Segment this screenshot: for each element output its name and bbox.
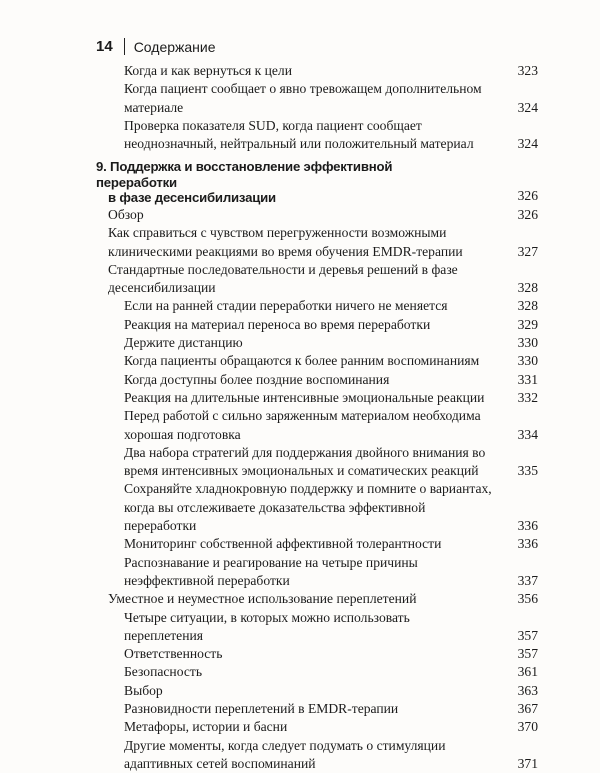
toc-entry-text: Безопасность (124, 664, 203, 680)
toc-entry-page: 367 (517, 701, 538, 716)
toc-entry-text: Проверка показателя SUD, когда пациент сообщает неоднозначный, нейтральный или положительный материал (124, 117, 474, 152)
toc-entry-text: Реакция на длительные интенсивные эмоциональные реакции (124, 389, 485, 405)
table-of-contents (96, 62, 538, 773)
toc-entry-text: Распознавание и реагирование на четыре причины неэффективной переработки (124, 554, 418, 588)
toc-entry (96, 444, 538, 481)
toc-entry-text: Держите дистанцию (124, 335, 243, 351)
chapter-title (96, 159, 502, 206)
toc-entry-text: Разновидности переплетений в EMDR-терапии (124, 701, 399, 716)
page-number: 14 (96, 38, 113, 55)
running-header (96, 38, 216, 55)
toc-entry-page: 336 (517, 518, 538, 534)
toc-entry (96, 297, 538, 315)
chapter-title-line1: 9. Поддержка и восстановление эффективной переработки (96, 159, 393, 190)
toc-entry (96, 206, 538, 224)
chapter-page: 326 (517, 187, 538, 203)
chapter-title-line2: в фазе десенсибилизации (108, 190, 276, 206)
toc-entry-text: Когда и как вернуться к цели (124, 63, 292, 78)
toc-entry-text: Когда пациенты обращаются к более ранним воспоминаниям (124, 353, 480, 369)
toc-entry-page: 357 (517, 646, 538, 662)
toc-entry-text: Когда доступны более поздние воспоминания (124, 371, 390, 387)
toc-entry (96, 117, 538, 154)
toc-entry (96, 407, 538, 444)
toc-entry-page: 371 (517, 755, 538, 771)
toc-entry (96, 645, 538, 663)
toc-entry (96, 535, 538, 553)
toc-entry-text: Два набора стратегий для поддержания двойного внимания во время интенсивных эмоциональных и соматических реакций (124, 444, 486, 479)
toc-entry (96, 371, 538, 389)
toc-entry-text: Как справиться с чувством перегруженности возможными клиническими реакциями во время обучения EMDR-терапии (108, 225, 463, 259)
toc-entry-page: 330 (517, 335, 538, 351)
toc-entry (96, 718, 538, 736)
toc-entry (96, 663, 538, 681)
toc-entry-page: 357 (517, 627, 538, 643)
toc-entry-text: Если на ранней стадии переработки ничего не меняется (124, 298, 448, 314)
chapter-heading (96, 159, 538, 206)
toc-entry-page: 323 (517, 63, 538, 78)
toc-entry (96, 609, 538, 646)
toc-entry (96, 554, 538, 591)
toc-entry-page: 335 (517, 463, 538, 479)
toc-entry (96, 334, 538, 352)
toc-entry-text: Реакция на материал переноса во время переработки (124, 316, 431, 332)
toc-entry-page: 332 (517, 389, 538, 405)
toc-entry-page: 328 (517, 280, 538, 296)
toc-entry (96, 80, 538, 117)
toc-entry (96, 480, 538, 535)
toc-entry-text: Уместное и неуместное использование переплетений (108, 591, 417, 607)
toc-entry-text: Выбор (124, 682, 163, 698)
toc-entry-page: 334 (517, 426, 538, 442)
toc-entry (96, 62, 538, 80)
toc-entry-text: Стандартные последовательности и деревья решений в фазе десенсибилизации (108, 261, 458, 296)
toc-entry-page: 328 (517, 298, 538, 314)
toc-entry (96, 224, 538, 261)
toc-entry-text: Когда пациент сообщает о явно тревожащем дополнительном материале (124, 81, 482, 115)
toc-entry-text: Обзор (108, 206, 144, 222)
toc-entry-text: Ответственность (124, 646, 223, 662)
toc-entry-page: 361 (517, 664, 538, 680)
toc-entry-text: Другие моменты, когда следует подумать о стимуляции адаптивных сетей воспоминаний (124, 737, 446, 771)
toc-entry-page: 363 (517, 682, 538, 698)
toc-entry-text: Метафоры, истории и басни (124, 719, 288, 735)
toc-entry (96, 261, 538, 298)
toc-entry (96, 682, 538, 700)
toc-entry-page: 356 (517, 591, 538, 607)
chapter-entries (96, 206, 538, 773)
toc-entry-page: 326 (517, 206, 538, 222)
toc-entry-page: 336 (517, 536, 538, 552)
toc-entry (96, 316, 538, 334)
toc-entry-text: Четыре ситуации, в которых можно использовать переплетения (124, 609, 410, 643)
toc-entry-page: 331 (517, 371, 538, 387)
toc-entry-page: 337 (517, 572, 538, 588)
toc-entry (96, 389, 538, 407)
toc-entry-page: 324 (517, 99, 538, 115)
toc-entry-page: 324 (517, 136, 538, 152)
toc-entry-page: 330 (517, 353, 538, 369)
toc-entry (96, 352, 538, 370)
toc-entry-page: 327 (517, 243, 538, 259)
section-title: Содержание (133, 38, 216, 55)
toc-entry-text: Мониторинг собственной аффективной толерантности (124, 536, 442, 552)
toc-entry-text: Перед работой с сильно заряженным материалом необходима хорошая подготовка (124, 408, 481, 442)
toc-entry-text: Сохраняйте хладнокровную поддержку и помните о вариантах, когда вы отслеживаете доказательства эффективной переработки (124, 481, 492, 534)
toc-entry (96, 737, 538, 773)
toc-entry (96, 700, 538, 718)
toc-entry (96, 590, 538, 608)
toc-entry-page: 370 (517, 719, 538, 735)
toc-entry-page: 329 (517, 316, 538, 332)
header-divider (124, 38, 125, 55)
